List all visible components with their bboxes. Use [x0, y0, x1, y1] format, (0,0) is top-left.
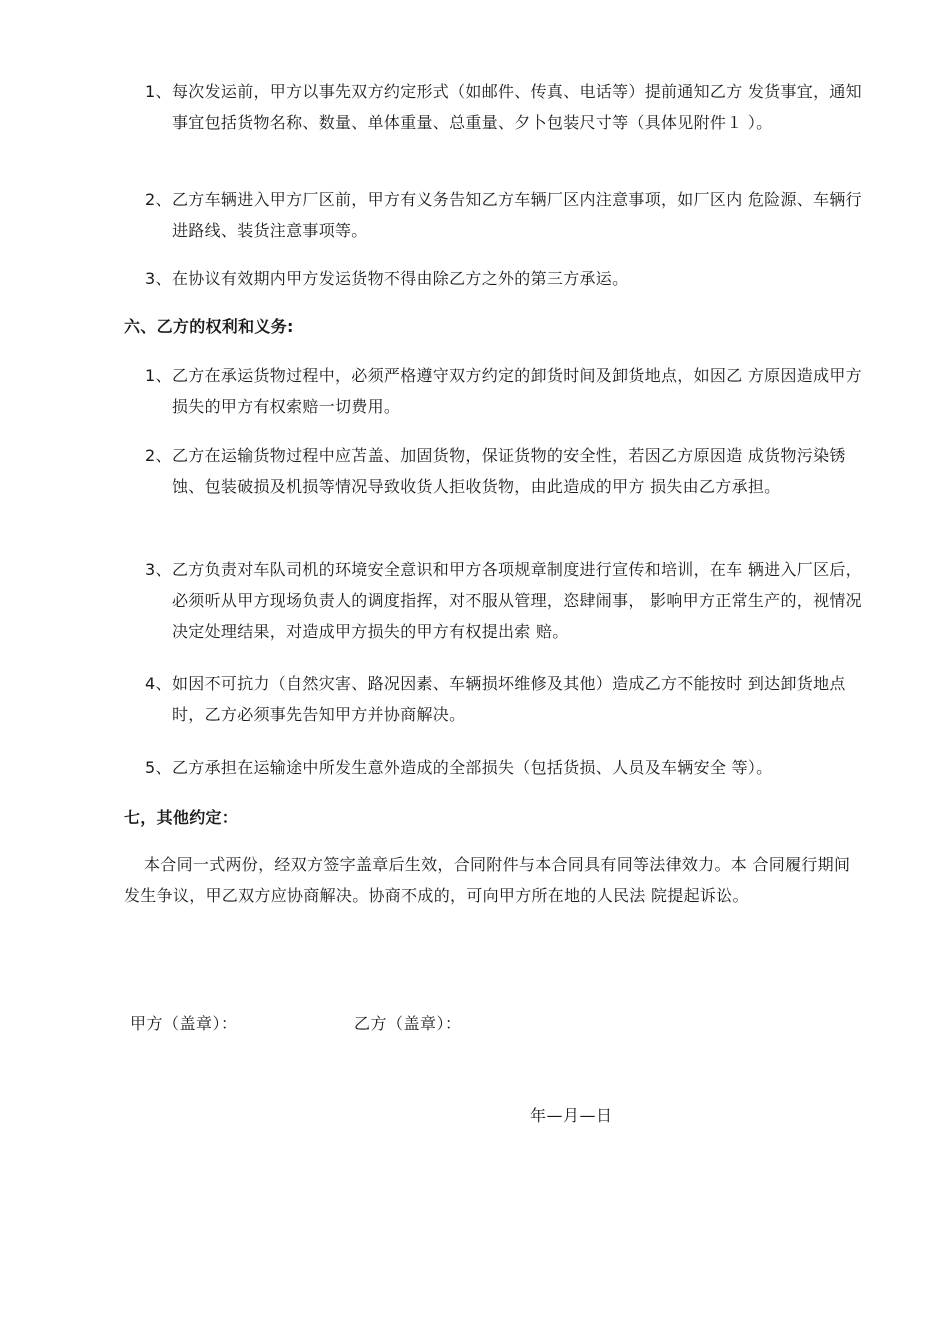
item-text: 如因不可抗力（自然灾害、路况因素、车辆损坏维修及其他）造成乙方不能按时 到达卸货地点时，乙方必须事先告知甲方并协商解决。	[172, 674, 846, 724]
section7-heading: 七，其他约定：	[124, 808, 239, 827]
signing-date: 年—月—日	[530, 1106, 613, 1125]
item-text: 乙方车辆进入甲方厂区前，甲方有义务告知乙方车辆厂区内注意事项，如厂区内 危险源、车辆行进路线、装货注意事项等。	[172, 190, 862, 240]
item-text: 乙方负责对车队司机的环境安全意识和甲方各项规章制度进行宣传和培训，在车 辆进入厂区后，必须听从甲方现场负责人的调度指挥，对不服从管理，恣肆闹事， 影响甲方正常生产的，视情况决定处理结果，对造成甲方损失的甲方有权提出索 赔。	[172, 560, 862, 641]
item-number: 5、	[145, 758, 172, 777]
section6-heading: 六、乙方的权利和义务:	[124, 317, 294, 336]
item-number: 1、	[145, 366, 172, 385]
party-b-seal-label: 乙方（盖章）：	[354, 1014, 462, 1033]
item-text: 乙方在运输货物过程中应苫盖、加固货物，保证货物的安全性，若因乙方原因造 成货物污染锈蚀、包装破损及机损等情况导致收货人拒收货物，由此造成的甲方 损失由乙方承担。	[172, 446, 846, 496]
item-text: 乙方承担在运输途中所发生意外造成的全部损失（包括货损、人员及车辆安全 等）。	[172, 758, 773, 777]
section6-item-1	[145, 360, 865, 422]
item-number: 2、	[145, 190, 172, 209]
section5-item-1	[145, 76, 865, 138]
section5-item-2	[145, 184, 865, 246]
section5-item-3	[145, 263, 865, 294]
section7-paragraph: 本合同一式两份，经双方签字盖章后生效，合同附件与本合同具有同等法律效力。本 合同履行期间发生争议，甲乙双方应协商解决。协商不成的，可向甲方所在地的人民法 院提起诉讼。	[124, 855, 851, 905]
item-number: 3、	[145, 269, 172, 288]
item-text: 在协议有效期内甲方发运货物不得由除乙方之外的第三方承运。	[172, 269, 629, 288]
party-a-seal-label: 甲方（盖章）：	[130, 1014, 238, 1033]
item-number: 3、	[145, 560, 172, 579]
section6-item-4	[145, 668, 865, 730]
item-number: 4、	[145, 674, 172, 693]
section6-item-2	[145, 440, 865, 502]
section6-item-5	[145, 752, 865, 783]
item-text: 乙方在承运货物过程中，必须严格遵守双方约定的卸货时间及卸货地点，如因乙 方原因造成甲方损失的甲方有权索赔一切费用。	[172, 366, 862, 416]
item-text: 每次发运前，甲方以事先双方约定形式（如邮件、传真、电话等）提前通知乙方 发货事宜，通知事宜包括货物名称、数量、单体重量、总重量、夕卜包装尺寸等（具体见附件１ ）。	[172, 82, 862, 132]
section6-item-3	[145, 554, 865, 647]
item-number: 1、	[145, 82, 172, 101]
item-number: 2、	[145, 446, 172, 465]
